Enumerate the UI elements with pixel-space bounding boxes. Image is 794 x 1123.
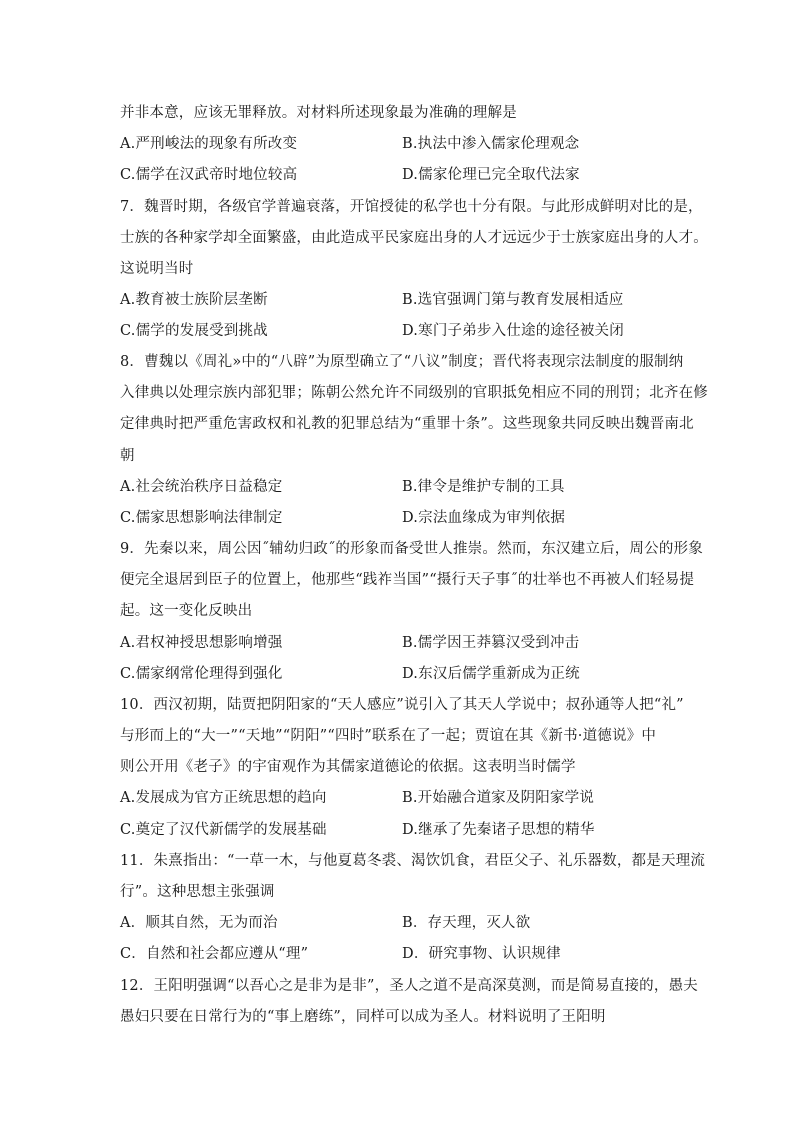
question-6-option-b: B.执法中渗入儒家伦理观念 xyxy=(402,136,580,152)
question-9-option-c: C.儒家纲常伦理得到强化 xyxy=(120,666,283,682)
question-12-stem-line-2: 愚妇只要在日常行为的“事上磨练”，同样可以成为圣人。材料说明了王阳明 xyxy=(120,1009,606,1025)
question-8-stem-line-2: 入律典以处理宗族内部犯罪；陈朝公然允许不同级别的官职抵免相应不同的刑罚；北齐在修 xyxy=(120,385,708,401)
question-8-stem-line-1: 8．曹魏以《周礼»中的“八辟”为原型确立了“八议”制度；晋代将表现宗法制度的服制纳 xyxy=(120,354,684,370)
question-9-option-a: A.君权神授思想影响增强 xyxy=(120,635,283,651)
question-8-option-b: B.律令是维护专制的工具 xyxy=(402,479,565,495)
question-7-stem-line-2: 士族的各种家学却全面繁盛，由此造成平民家庭出身的人才远远少于士族家庭出身的人才。 xyxy=(120,230,708,246)
question-11-option-c: C．自然和社会都应遵从“理” xyxy=(120,946,309,962)
question-9-stem-line-3: 起。这一变化反映出 xyxy=(120,603,253,619)
question-10-option-b: B.开始融合道家及阴阳家学说 xyxy=(402,790,595,806)
question-6-option-a: A.严刑峻法的现象有所改变 xyxy=(120,136,298,152)
question-10-stem-line-3: 则公开用《老子》的宇宙观作为其儒家道德论的依据。这表明当时儒学 xyxy=(120,759,576,775)
question-11-stem-line-2: 行”。这种思想主张强调 xyxy=(120,884,275,900)
question-8-stem-line-4: 朝 xyxy=(120,448,135,464)
question-9-stem-line-1: 9．先秦以来，周公因˝辅幼归政˝的形象而备受世人推崇。然而，东汉建立后，周公的形象 xyxy=(120,541,703,557)
question-11-stem-line-1: 11．朱熹指出：“一草一木，与他夏葛冬裘、渴饮饥食，君臣父子、礼乐器数，都是天理流 xyxy=(120,853,706,869)
question-7-option-d: D.寒门子弟步入仕途的途径被关闭 xyxy=(402,323,624,339)
question-11-option-b: B．存天理，灭人欲 xyxy=(402,915,531,931)
question-8-stem-line-3: 定律典时把严重危害政权和礼教的犯罪总结为“重罪十条”。这些现象共同反映出魏晋南北 xyxy=(120,416,694,432)
question-7-option-a: A.教育被士族阶层垄断 xyxy=(120,292,268,308)
question-10-stem-line-1: 10．西汉初期，陆贾把阴阳家的“天人感应”说引入了其天人学说中；叔孙通等人把“礼” xyxy=(120,697,684,713)
question-7-option-c: C.儒学的发展受到挑战 xyxy=(120,323,268,339)
question-8-option-d: D.宗法血缘成为审判依据 xyxy=(402,510,566,526)
question-12-stem-line-1: 12．王阳明强调“以吾心之是非为是非”，圣人之道不是高深莫测，而是简易直接的，愚夫 xyxy=(120,978,698,994)
question-7-stem-line-1: 7．魏晋时期，各级官学普遍衰落，开馆授徒的私学也十分有限。与此形成鲜明对比的是， xyxy=(120,199,703,215)
question-7-stem-line-3: 这说明当时 xyxy=(120,261,194,277)
question-10-option-d: D.继承了先秦诸子思想的精华 xyxy=(402,822,595,838)
question-10-stem-line-2: 与形而上的“大一”“天地”“阴阳”“四时”联系在了一起；贾谊在其《新书·道德说》中 xyxy=(120,728,657,744)
question-9-option-d: D.东汉后儒学重新成为正统 xyxy=(402,666,580,682)
question-9-option-b: B.儒学因王莽篡汉受到冲击 xyxy=(402,635,580,651)
question-8-option-a: A.社会统治秩序日益稳定 xyxy=(120,479,283,495)
question-6-option-d: D.儒家伦理已完全取代法家 xyxy=(402,167,580,183)
question-10-option-c: C.奠定了汉代新儒学的发展基础 xyxy=(120,822,327,838)
question-11-option-d: D．研究事物、认识规律 xyxy=(402,946,561,962)
question-6-stem-line-1: 并非本意，应该无罪释放。对材料所述现象最为准确的理解是 xyxy=(120,105,517,121)
question-7-option-b: B.选官强调门第与教育发展相适应 xyxy=(402,292,624,308)
question-11-option-a: A．顺其自然，无为而治 xyxy=(120,915,278,931)
question-6-option-c: C.儒学在汉武帝时地位较高 xyxy=(120,167,298,183)
question-8-option-c: C.儒家思想影响法律制定 xyxy=(120,510,283,526)
question-10-option-a: A.发展成为官方正统思想的趋向 xyxy=(120,790,327,806)
question-9-stem-line-2: 便完全退居到臣子的位置上，他那些“践祚当国”“摄行天子事˝的壮举也不再被人们轻易提 xyxy=(120,572,695,588)
